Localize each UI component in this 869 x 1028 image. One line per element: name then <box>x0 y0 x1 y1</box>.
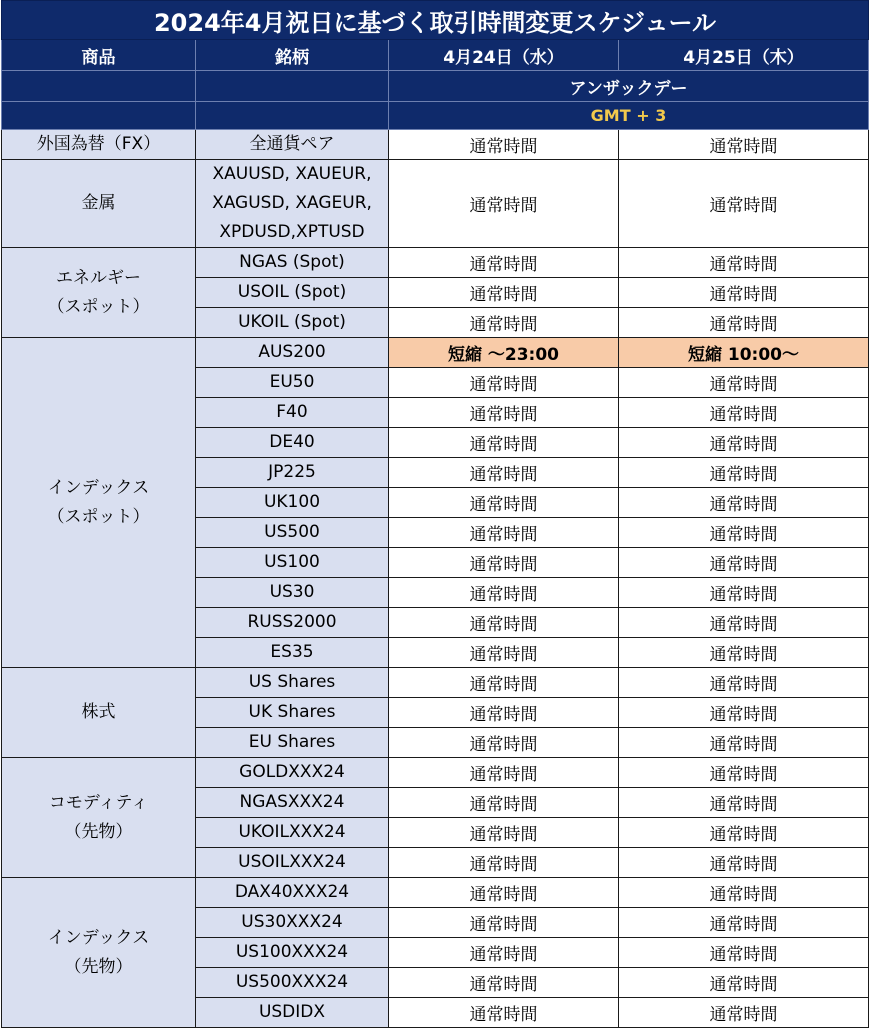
table-row <box>2 248 869 278</box>
hours-cell: 通常時間 <box>619 278 869 308</box>
header-symbol: 銘柄 <box>196 40 389 71</box>
hours-cell: 通常時間 <box>389 998 619 1028</box>
holiday-name: アンザックデー <box>389 71 869 102</box>
hours-cell: 通常時間 <box>619 160 869 248</box>
hours-cell: 通常時間 <box>389 698 619 728</box>
symbol-cell: EU Shares <box>196 728 389 758</box>
hours-cell-shortened: 短縮 ～23:00 <box>389 338 619 368</box>
hours-cell: 通常時間 <box>619 968 869 998</box>
symbol-line: XAGUSD, XAGEUR, <box>212 193 372 213</box>
category-label: 金属 <box>81 193 116 213</box>
category-sublabel: （スポット） <box>47 296 150 317</box>
hours-cell: 通常時間 <box>389 578 619 608</box>
symbol-cell <box>196 160 389 248</box>
category-cell <box>2 130 196 160</box>
hours-cell: 通常時間 <box>389 160 619 248</box>
symbol-cell: US30 <box>196 578 389 608</box>
hours-cell: 通常時間 <box>619 818 869 848</box>
table-row <box>2 130 869 160</box>
symbol-cell: RUSS2000 <box>196 608 389 638</box>
hours-cell: 通常時間 <box>389 398 619 428</box>
hours-cell: 通常時間 <box>389 788 619 818</box>
hours-cell: 通常時間 <box>389 938 619 968</box>
hours-cell: 通常時間 <box>389 428 619 458</box>
table-row <box>2 160 869 248</box>
timezone-label: GMT + 3 <box>389 102 869 130</box>
hours-cell: 通常時間 <box>619 668 869 698</box>
symbol-cell: US500XXX24 <box>196 968 389 998</box>
header-date-1: 4月24日（水） <box>389 40 619 71</box>
hours-cell: 通常時間 <box>389 848 619 878</box>
category-cell <box>2 338 196 668</box>
category-cell <box>2 758 196 878</box>
hours-cell: 通常時間 <box>389 758 619 788</box>
hours-cell-shortened: 短縮 10:00～ <box>619 338 869 368</box>
hours-cell: 通常時間 <box>389 878 619 908</box>
hours-cell: 通常時間 <box>389 668 619 698</box>
symbol-cell: US500 <box>196 518 389 548</box>
category-sublabel: （スポット） <box>47 506 150 527</box>
category-label: コモディティ <box>48 792 149 813</box>
category-label: インデックス <box>47 927 150 948</box>
hours-cell: 通常時間 <box>619 458 869 488</box>
symbol-cell: UK Shares <box>196 698 389 728</box>
symbol-cell: 全通貨ペア <box>196 130 389 160</box>
symbol-line: XAUUSD, XAUEUR, <box>212 164 372 184</box>
category-label: インデックス <box>47 477 150 498</box>
category-cell <box>2 878 196 1028</box>
hours-cell: 通常時間 <box>619 728 869 758</box>
hours-cell: 通常時間 <box>619 428 869 458</box>
hours-cell: 通常時間 <box>619 758 869 788</box>
hours-cell: 通常時間 <box>389 458 619 488</box>
symbol-cell: US100 <box>196 548 389 578</box>
hours-cell: 通常時間 <box>389 278 619 308</box>
table-row <box>2 758 869 788</box>
hours-cell: 通常時間 <box>619 638 869 668</box>
category-label: エネルギー <box>56 267 141 288</box>
category-cell <box>2 160 196 248</box>
hours-cell: 通常時間 <box>389 608 619 638</box>
symbol-cell: USOIL (Spot) <box>196 278 389 308</box>
hours-cell: 通常時間 <box>389 368 619 398</box>
symbol-cell: NGASXXX24 <box>196 788 389 818</box>
hours-cell: 通常時間 <box>619 908 869 938</box>
hours-cell: 通常時間 <box>619 998 869 1028</box>
hours-cell: 通常時間 <box>619 368 869 398</box>
hours-cell: 通常時間 <box>619 848 869 878</box>
symbol-cell: UK100 <box>196 488 389 518</box>
category-sublabel: （先物） <box>64 956 133 977</box>
hours-cell: 通常時間 <box>619 130 869 160</box>
symbol-cell: EU50 <box>196 368 389 398</box>
hours-cell: 通常時間 <box>389 818 619 848</box>
hours-cell: 通常時間 <box>619 308 869 338</box>
category-cell <box>2 668 196 758</box>
hours-cell: 通常時間 <box>389 548 619 578</box>
category-label: 株式 <box>81 702 116 722</box>
symbol-cell: US Shares <box>196 668 389 698</box>
hours-cell: 通常時間 <box>389 908 619 938</box>
hours-cell: 通常時間 <box>389 638 619 668</box>
symbol-cell: JP225 <box>196 458 389 488</box>
symbol-cell: NGAS (Spot) <box>196 248 389 278</box>
category-cell <box>2 248 196 338</box>
table-row <box>2 668 869 698</box>
hours-cell: 通常時間 <box>619 518 869 548</box>
hours-cell: 通常時間 <box>389 488 619 518</box>
symbol-cell: DE40 <box>196 428 389 458</box>
category-sublabel: （先物） <box>64 821 133 842</box>
symbol-cell: ES35 <box>196 638 389 668</box>
header-blank-2 <box>196 71 389 102</box>
hours-cell: 通常時間 <box>619 548 869 578</box>
hours-cell: 通常時間 <box>619 788 869 818</box>
symbol-cell: DAX40XXX24 <box>196 878 389 908</box>
hours-cell: 通常時間 <box>389 308 619 338</box>
page-title: 2024年4月祝日に基づく取引時間変更スケジュール <box>2 1 869 40</box>
symbol-cell: UKOILXXX24 <box>196 818 389 848</box>
header-product: 商品 <box>2 40 196 71</box>
symbol-cell: GOLDXXX24 <box>196 758 389 788</box>
hours-cell: 通常時間 <box>389 968 619 998</box>
hours-cell: 通常時間 <box>619 608 869 638</box>
symbol-cell: USOILXXX24 <box>196 848 389 878</box>
hours-cell: 通常時間 <box>389 518 619 548</box>
hours-cell: 通常時間 <box>389 130 619 160</box>
symbol-cell: F40 <box>196 398 389 428</box>
category-label: 外国為替（FX） <box>36 134 161 154</box>
symbol-line: XPDUSD,XPTUSD <box>219 222 365 242</box>
hours-cell: 通常時間 <box>619 398 869 428</box>
symbol-cell: US30XXX24 <box>196 908 389 938</box>
hours-cell: 通常時間 <box>389 728 619 758</box>
table-row <box>2 338 869 368</box>
hours-cell: 通常時間 <box>619 578 869 608</box>
header-blank-3 <box>2 102 196 130</box>
hours-cell: 通常時間 <box>619 938 869 968</box>
symbol-cell: UKOIL (Spot) <box>196 308 389 338</box>
symbol-cell: AUS200 <box>196 338 389 368</box>
symbol-cell: US100XXX24 <box>196 938 389 968</box>
header-blank-1 <box>2 71 196 102</box>
hours-cell: 通常時間 <box>619 698 869 728</box>
header-date-2: 4月25日（木） <box>619 40 869 71</box>
hours-cell: 通常時間 <box>619 878 869 908</box>
hours-cell: 通常時間 <box>619 488 869 518</box>
hours-cell: 通常時間 <box>619 248 869 278</box>
table-row <box>2 878 869 908</box>
schedule-table <box>1 0 869 1028</box>
symbol-cell: USDIDX <box>196 998 389 1028</box>
header-blank-4 <box>196 102 389 130</box>
hours-cell: 通常時間 <box>389 248 619 278</box>
